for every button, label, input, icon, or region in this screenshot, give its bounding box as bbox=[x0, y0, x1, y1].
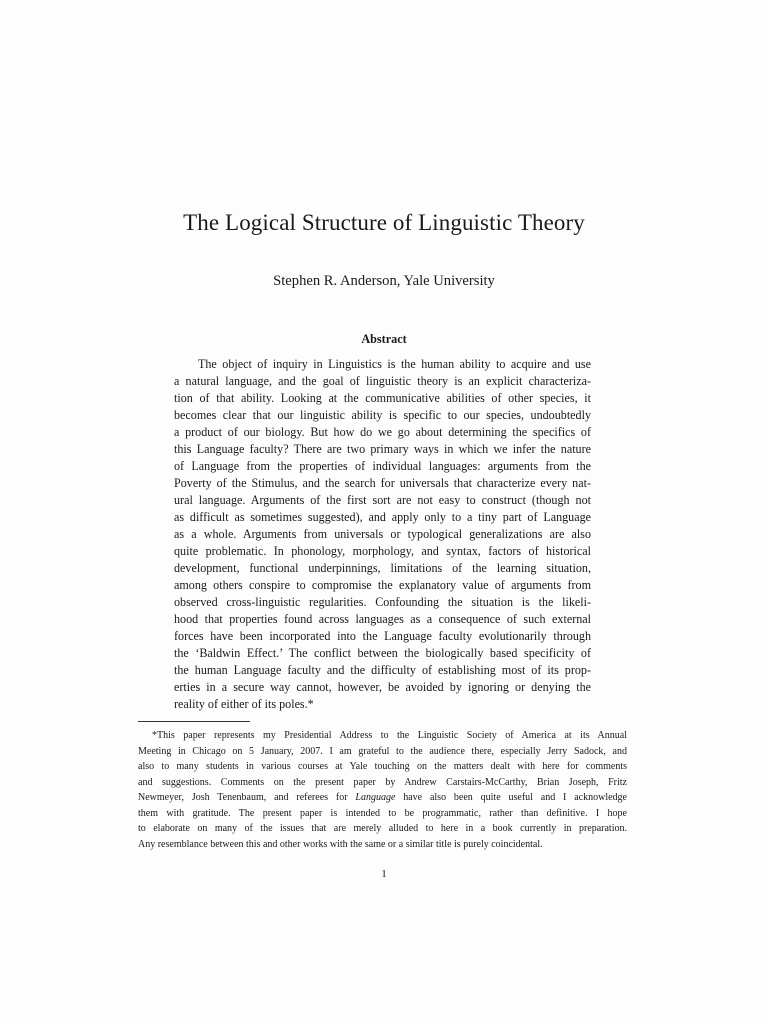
footnote-text: have also been quite useful and I acknowledge bbox=[395, 792, 627, 803]
footnote-line: them with gratitude. The present paper is intended to be programmatic, rather than definitive. I hope bbox=[138, 807, 627, 819]
footnote-line: Meeting in Chicago on 5 January, 2007. I am grateful to the audience there, especially Jerry Sadock, and bbox=[138, 745, 627, 757]
footnote-line: and suggestions. Comments on the present paper by Andrew Carstairs-McCarthy, Brian Joseph, Fritz bbox=[138, 776, 627, 788]
footnote-line: also to many students in various courses at Yale touching on the matters dealt with here for comments bbox=[138, 761, 627, 772]
abstract-line: as difficult as sometimes suggested), and apply only to a tiny part of Language bbox=[174, 510, 591, 524]
abstract-line: becomes clear that our linguistic ability is specific to our species, undoubtedly bbox=[174, 408, 591, 422]
abstract-line: Poverty of the Stimulus, and the search for universals that characterize every nat- bbox=[174, 476, 591, 490]
abstract-line: observed cross-linguistic regularities. Confounding the situation is the likeli- bbox=[174, 595, 591, 609]
abstract-line: ural language. Arguments of the first sort are not easy to construct (though not bbox=[174, 493, 591, 507]
abstract-line: reality of either of its poles.* bbox=[174, 697, 314, 711]
abstract-line: development, functional underpinnings, limitations of the learning situation, bbox=[174, 561, 591, 575]
abstract-line: quite problematic. In phonology, morphology, and syntax, factors of historical bbox=[174, 544, 591, 558]
footnote-line: *This paper represents my Presidential Address to the Linguistic Society of America at its Annual bbox=[152, 730, 627, 741]
footnote-text: Newmeyer, Josh Tenenbaum, and referees for bbox=[138, 792, 356, 803]
footnote bbox=[138, 728, 627, 852]
abstract-line: of Language from the properties of individual languages: arguments from the bbox=[174, 459, 591, 473]
abstract-line: a natural language, and the goal of linguistic theory is an explicit characteriza- bbox=[174, 374, 591, 388]
author-line: Stephen R. Anderson, Yale University bbox=[273, 273, 495, 289]
abstract-body bbox=[174, 356, 591, 713]
abstract-heading: Abstract bbox=[361, 332, 407, 346]
paper-title: The Logical Structure of Linguistic Theory bbox=[183, 210, 585, 235]
page-number: 1 bbox=[381, 868, 387, 880]
journal-name: Language bbox=[355, 792, 396, 803]
footnote-line: Any resemblance between this and other works with the same or a similar title is purely coincidental. bbox=[138, 838, 543, 850]
abstract-line: forces have been incorporated into the Language faculty evolutionarily through bbox=[174, 629, 591, 643]
footnote-line: to elaborate on many of the issues that are merely alluded to here in a book currently in preparation. bbox=[138, 823, 627, 834]
abstract-line: a product of our biology. But how do we go about determining the specifics of bbox=[174, 425, 591, 439]
abstract-line: the ‘Baldwin Effect.’ The conflict between the biologically based specificity of bbox=[174, 646, 591, 660]
abstract-line: this Language faculty? There are two primary ways in which we infer the nature bbox=[174, 442, 591, 456]
abstract-line: The object of inquiry in Linguistics is the human ability to acquire and use bbox=[198, 357, 591, 371]
footnote-line bbox=[138, 790, 627, 806]
abstract-line: as a whole. Arguments from universals or typological generalizations are also bbox=[174, 527, 591, 541]
abstract-line: tion of that ability. Looking at the communicative abilities of other species, it bbox=[174, 391, 591, 405]
footnote-rule bbox=[138, 721, 250, 722]
abstract-line: among others conspire to compromise the explanatory value of arguments from bbox=[174, 578, 591, 592]
abstract-line: hood that properties found across languages as a consequence of such external bbox=[174, 612, 591, 626]
abstract-line: erties in a secure way cannot, however, be avoided by ignoring or denying the bbox=[174, 680, 591, 694]
abstract-line: the human Language faculty and the difficulty of establishing most of its prop- bbox=[174, 663, 591, 677]
